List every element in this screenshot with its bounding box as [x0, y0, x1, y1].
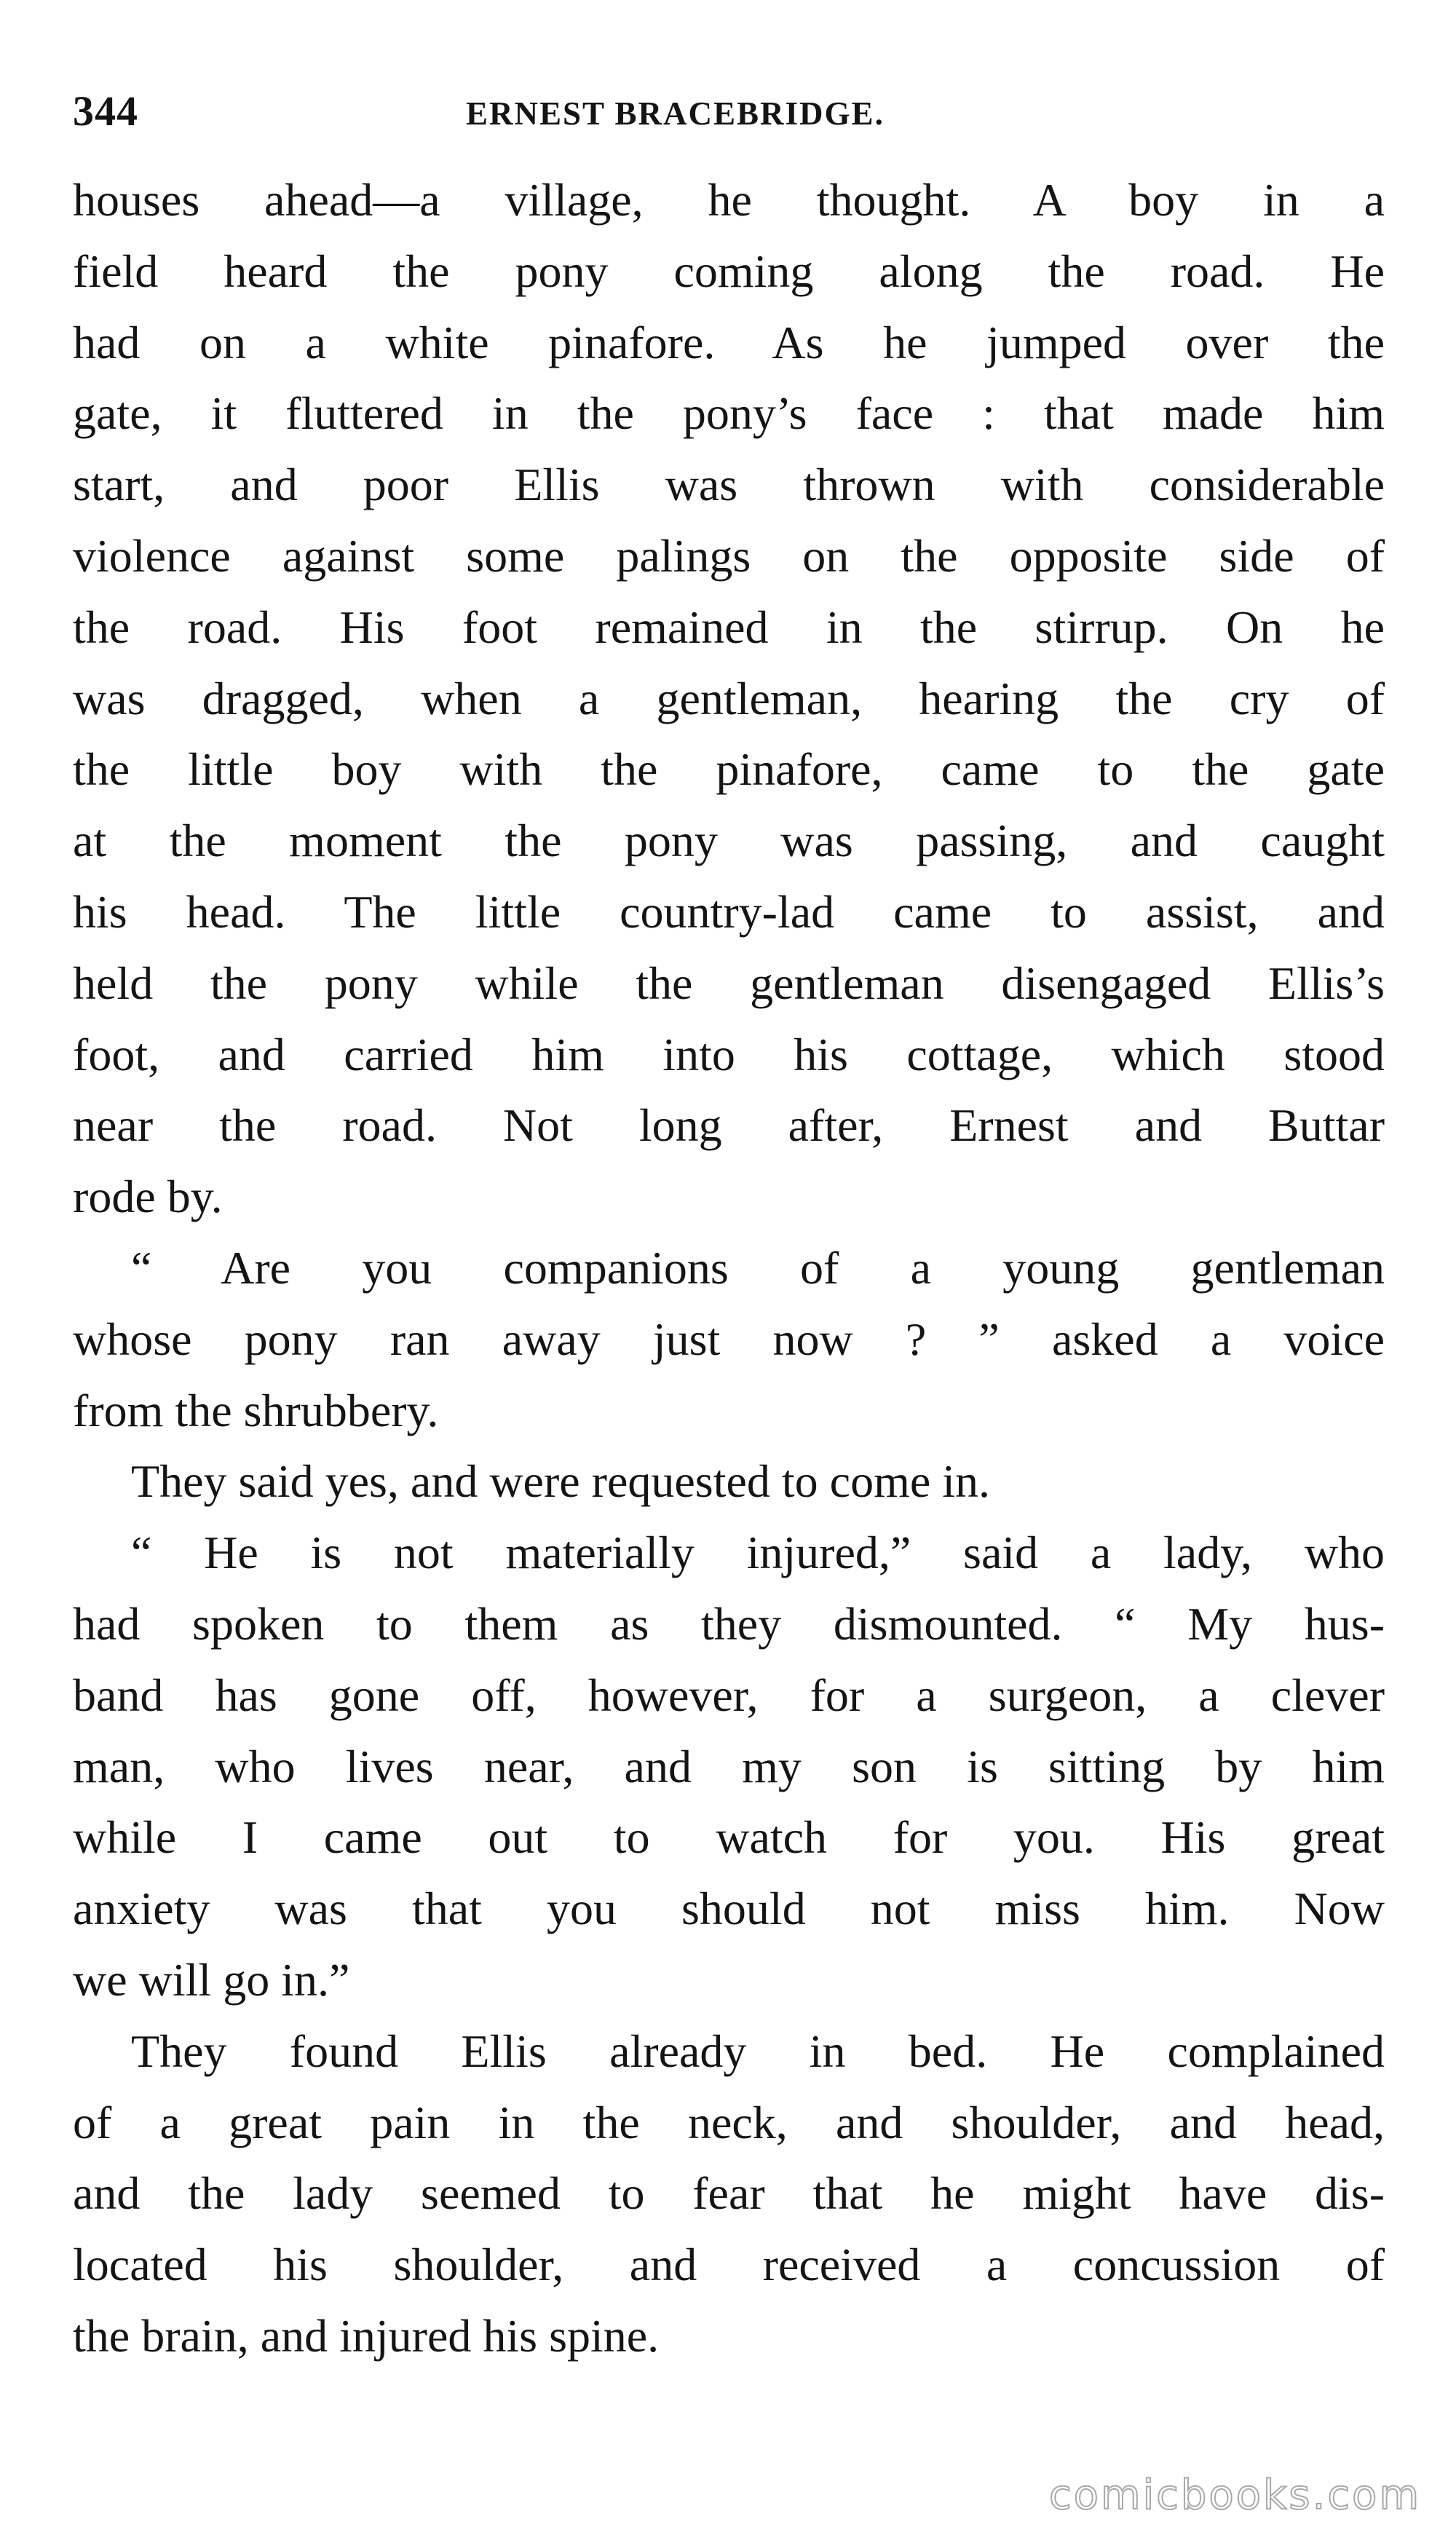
text-line: man, who lives near, and my son is sitting by him	[73, 1740, 1385, 1792]
text-line: was dragged, when a gentleman, hearing the cry of	[73, 672, 1385, 724]
body-text	[73, 165, 1385, 2372]
text-line: from the shrubbery.	[73, 1384, 439, 1436]
text-line: of a great pain in the neck, and shoulder, and head,	[73, 2096, 1385, 2148]
text-line: his head. The little country-lad came to assist, and	[73, 885, 1385, 938]
text-line: we will go in.”	[73, 1953, 350, 2006]
text-line: the road. His foot remained in the stirrup. On he	[73, 601, 1385, 653]
text-line: had on a white pinafore. As he jumped over the	[73, 316, 1385, 368]
text-line: near the road. Not long after, Ernest and Buttar	[73, 1099, 1385, 1152]
text-line: while I came out to watch for you. His great	[73, 1811, 1385, 1864]
text-line: rode by.	[73, 1171, 223, 1223]
text-line: anxiety was that you should not miss him. Now	[73, 1883, 1385, 1935]
text-line: held the pony while the gentleman disengaged Ellis’s	[73, 957, 1385, 1009]
text-line: the brain, and injured his spine.	[73, 2309, 660, 2362]
watermark: comicbooks.com	[1048, 2472, 1421, 2519]
text-line: gate, it fluttered in the pony’s face : that made him	[73, 387, 1385, 440]
text-line: They said yes, and were requested to come in.	[131, 1455, 991, 1508]
text-line: violence against some palings on the opposite side of	[73, 529, 1385, 582]
text-line: They found Ellis already in bed. He complained	[131, 2025, 1385, 2077]
text-line: houses ahead—a village, he thought. A boy in a	[73, 174, 1385, 226]
text-line: had spoken to them as they dismounted. “ My hus-	[73, 1597, 1385, 1650]
text-line: at the moment the pony was passing, and caught	[73, 815, 1385, 867]
running-title: ERNEST BRACEBRIDGE.	[466, 95, 885, 132]
text-line: located his shoulder, and received a concussion of	[73, 2239, 1385, 2291]
text-line: field heard the pony coming along the road. He	[73, 245, 1385, 297]
text-line: start, and poor Ellis was thrown with considerable	[73, 459, 1385, 511]
text-line: foot, and carried him into his cottage, which stood	[73, 1028, 1385, 1080]
text-line: band has gone off, however, for a surgeon, a clever	[73, 1669, 1385, 1721]
page-number: 344	[73, 87, 138, 135]
text-line: “ He is not materially injured,” said a lady, who	[131, 1527, 1385, 1579]
page-header	[73, 79, 1385, 144]
text-line: the little boy with the pinafore, came to the gate	[73, 743, 1385, 796]
text-line: whose pony ran away just now ? ” asked a voice	[73, 1313, 1385, 1365]
text-line: and the lady seemed to fear that he might have dis-	[73, 2167, 1385, 2220]
text-line: “ Are you companions of a young gentleman	[131, 1241, 1385, 1294]
